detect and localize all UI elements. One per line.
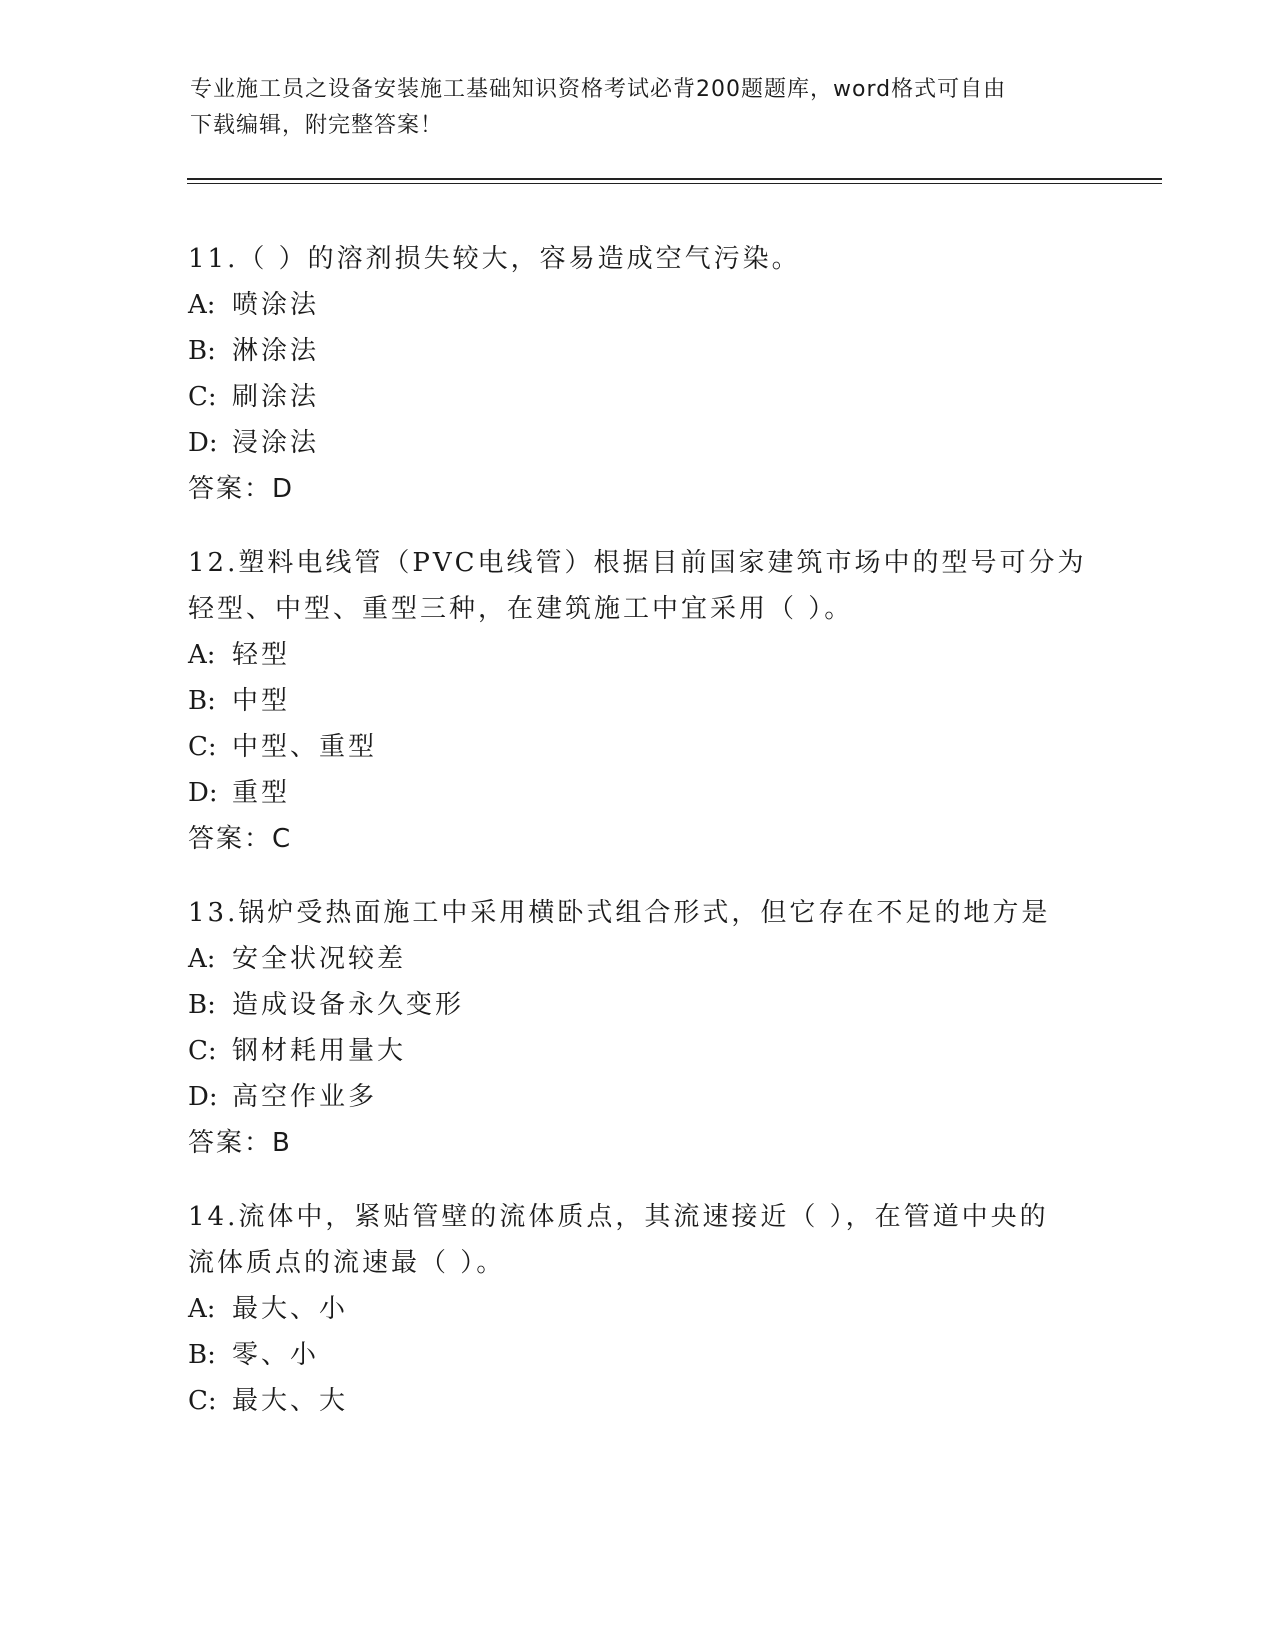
option-text: 中型、重型 [232, 732, 378, 762]
option-b [188, 328, 1088, 374]
option-c [188, 1378, 1088, 1424]
option-letter: A: [188, 640, 216, 670]
option-letter: C: [188, 1386, 217, 1416]
option-letter: D: [188, 778, 218, 808]
option-letter: C: [188, 1036, 217, 1066]
question-list [188, 236, 1088, 1452]
option-text: 浸涂法 [232, 428, 320, 458]
option-text: 刷涂法 [232, 382, 320, 412]
option-text: 中型 [232, 686, 291, 716]
question-stem-continued: 流体质点的流速最（ ）。 [188, 1248, 506, 1278]
option-b [188, 982, 1088, 1028]
option-a [188, 936, 1088, 982]
option-d [188, 1074, 1088, 1120]
option-b [188, 1332, 1088, 1378]
question-stem: 12.塑料电线管（PVC电线管）根据目前国家建筑市场中的型号可分为 [188, 548, 1087, 578]
question-14 [188, 1194, 1088, 1424]
answer-line: 答案：B [188, 1128, 292, 1158]
question-stem: 13.锅炉受热面施工中采用横卧式组合形式，但它存在不足的地方是 [188, 898, 1051, 928]
option-letter: A: [188, 290, 216, 320]
question-stem: 11.（ ）的溶剂损失较大，容易造成空气污染。 [188, 244, 801, 274]
option-a [188, 632, 1088, 678]
header-line-1: 专业施工员之设备安装施工基础知识资格考试必背200题题库，word格式可自由 [190, 77, 1007, 102]
option-letter: A: [188, 1294, 216, 1324]
option-text: 高空作业多 [232, 1082, 378, 1112]
option-d [188, 770, 1088, 816]
option-text: 安全状况较差 [232, 944, 407, 974]
option-a [188, 1286, 1088, 1332]
option-letter: B: [188, 336, 216, 366]
header-divider-thin [187, 183, 1162, 184]
question-stem: 14.流体中，紧贴管壁的流体质点，其流速接近（ ），在管道中央的 [188, 1202, 1049, 1232]
answer-line: 答案：C [188, 824, 293, 854]
option-a [188, 282, 1088, 328]
question-11 [188, 236, 1088, 512]
option-text: 重型 [232, 778, 291, 808]
question-13 [188, 890, 1088, 1166]
option-text: 最大、大 [232, 1386, 349, 1416]
option-b [188, 678, 1088, 724]
option-text: 轻型 [232, 640, 291, 670]
option-text: 最大、小 [232, 1294, 349, 1324]
header-divider-thick [187, 178, 1162, 180]
option-letter: A: [188, 944, 216, 974]
header-line-2: 下载编辑，附完整答案！ [190, 113, 444, 138]
option-letter: B: [188, 1340, 216, 1370]
option-letter: B: [188, 686, 216, 716]
option-d [188, 420, 1088, 466]
option-letter: D: [188, 428, 218, 458]
option-text: 造成设备永久变形 [232, 990, 465, 1020]
document-header-note [190, 72, 1070, 144]
option-c [188, 724, 1088, 770]
option-text: 喷涂法 [232, 290, 320, 320]
option-text: 淋涂法 [232, 336, 320, 366]
option-letter: C: [188, 382, 217, 412]
option-text: 零、小 [232, 1340, 320, 1370]
option-c [188, 1028, 1088, 1074]
option-c [188, 374, 1088, 420]
question-12 [188, 540, 1088, 862]
option-letter: B: [188, 990, 216, 1020]
option-text: 钢材耗用量大 [232, 1036, 407, 1066]
option-letter: D: [188, 1082, 218, 1112]
answer-line: 答案：D [188, 474, 295, 504]
question-stem-continued: 轻型、中型、重型三种，在建筑施工中宜采用（ ）。 [188, 594, 854, 624]
option-letter: C: [188, 732, 217, 762]
